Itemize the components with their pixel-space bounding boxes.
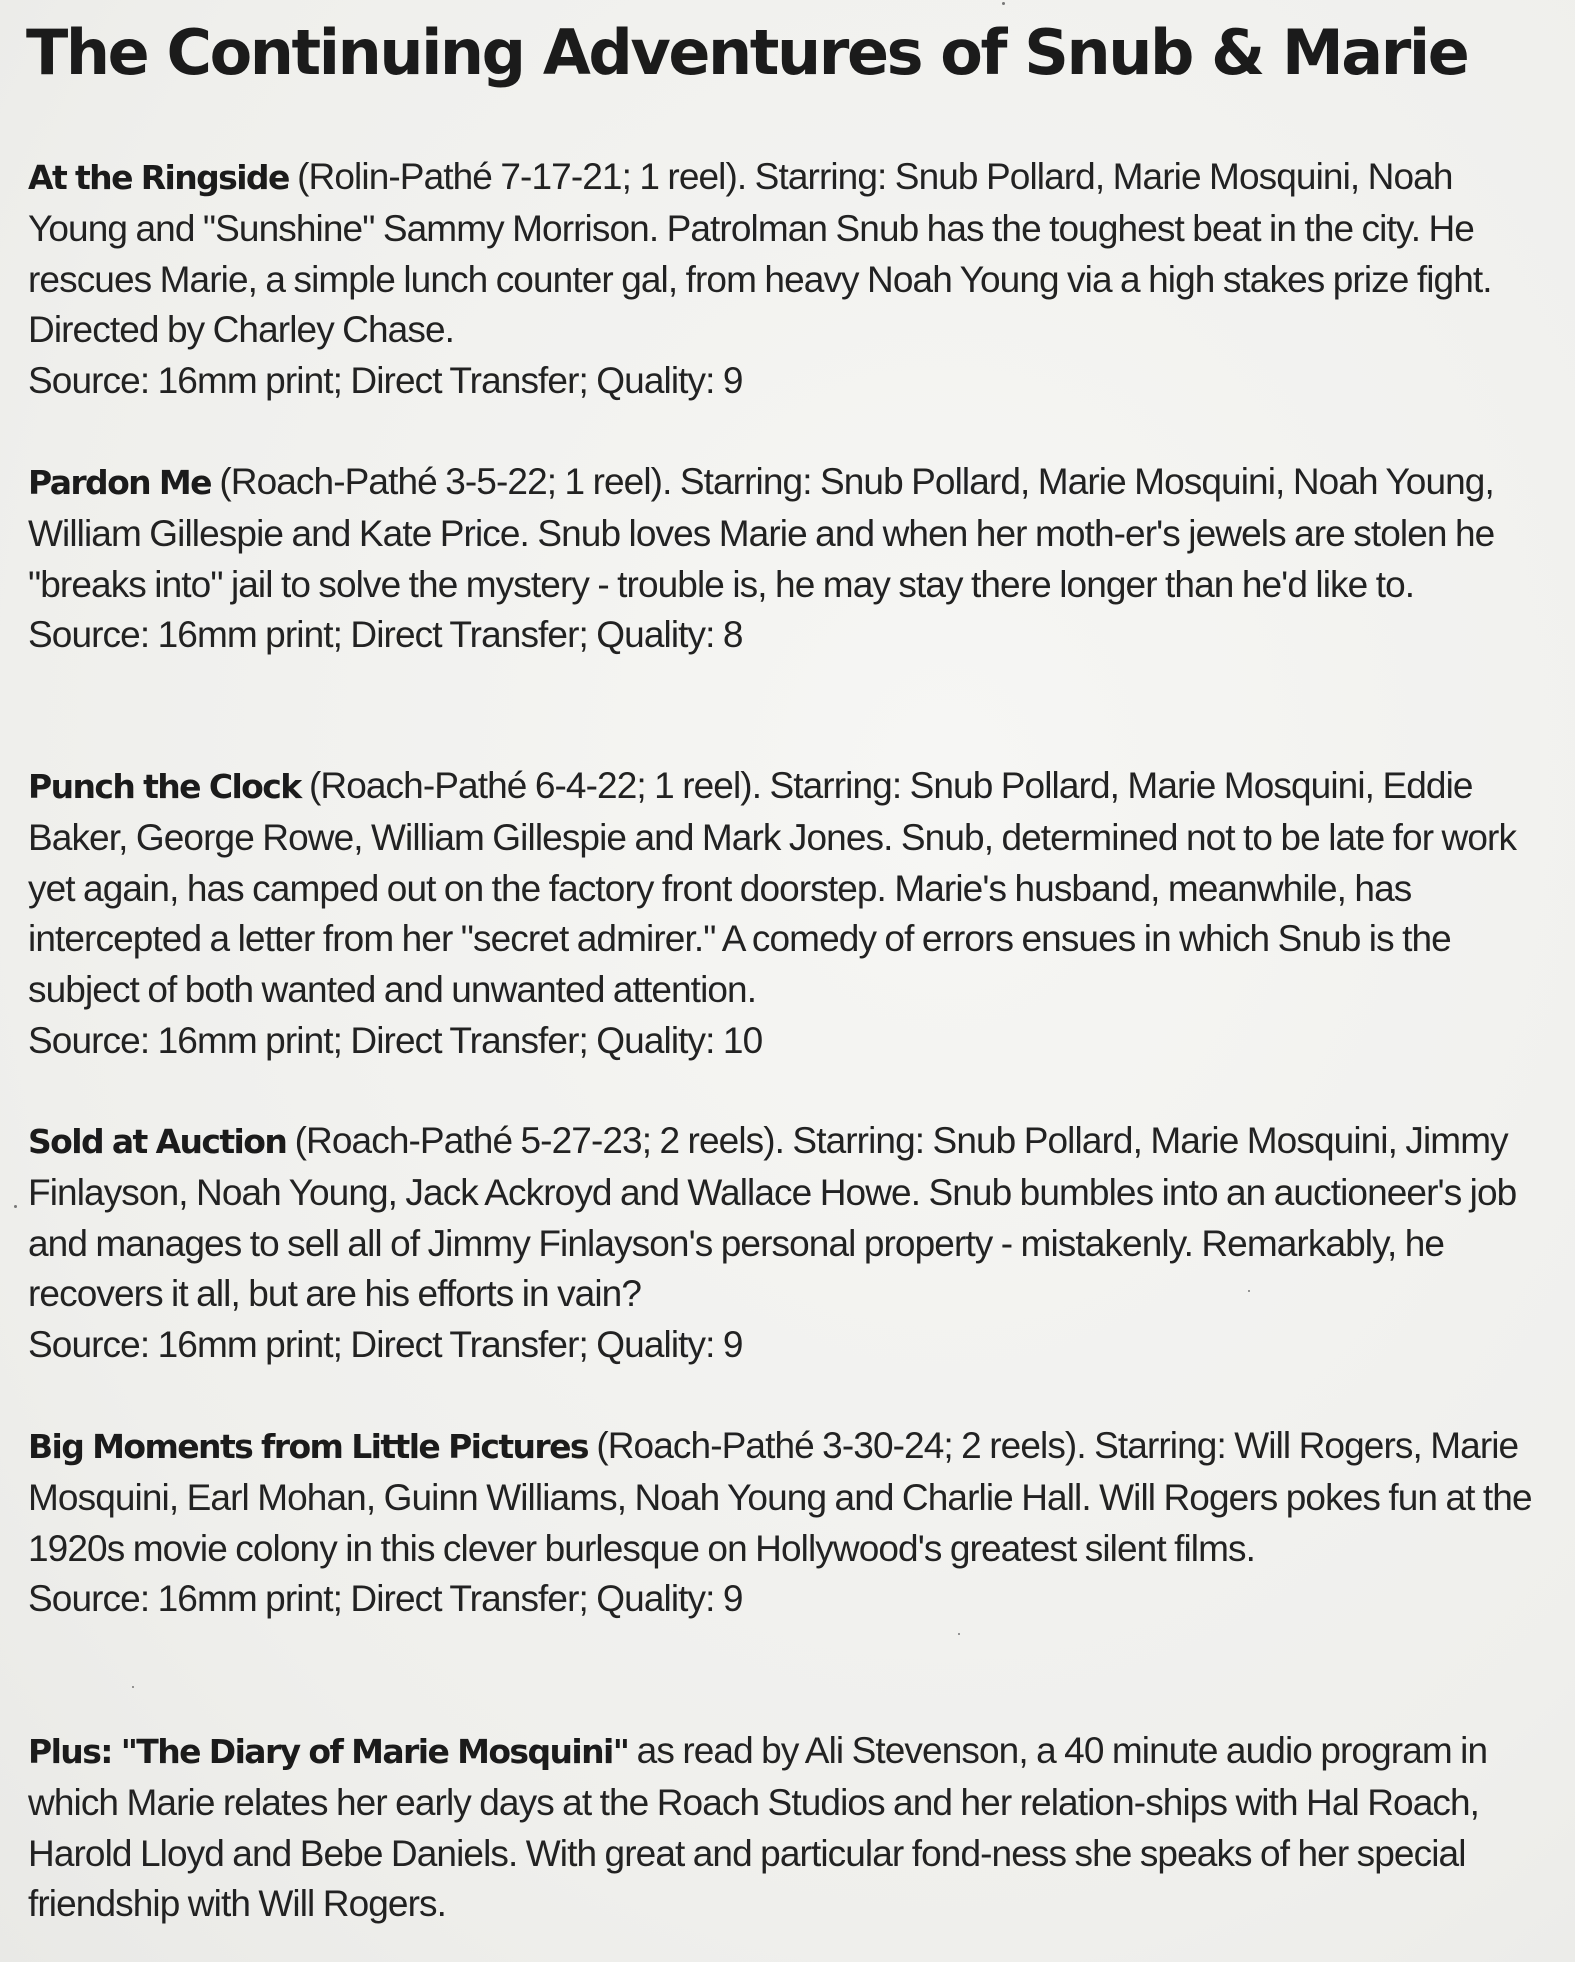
plus-title: Plus: "The Diary of Marie Mosquini" <box>28 1732 629 1771</box>
film-source: Source: 16mm print; Direct Transfer; Quality: 10 <box>28 1019 763 1061</box>
film-description: (Roach-Pathé 6-4-22; 1 reel). Starring: Snub Pollard, Marie Mosquini, Eddie Baker, George Rowe, William Gillespie and Mark Jones. Snub, determined not to be late for work yet again, has camped out on the factory front doorstep. Marie's husband, meanwhile, has intercepted a letter from her "secret admirer." A comedy of errors ensues in which Snub is the subject of both wanted and unwanted attention. <box>28 765 1517 1011</box>
film-title: Sold at Auction <box>28 1122 287 1161</box>
film-description: (Roach-Pathé 3-5-22; 1 reel). Starring: Snub Pollard, Marie Mosquini, Noah Young, William Gillespie and Kate Price. Snub loves Marie and when her moth-er's jewels are stolen he "breaks into" jail to solve the mystery - trouble is, he may stay there longer than he'd like to. <box>28 461 1495 605</box>
scan-speck <box>1002 2 1005 5</box>
film-title: Big Moments from Little Pictures <box>28 1427 588 1466</box>
film-entry <box>28 457 1548 661</box>
scan-speck <box>14 1205 17 1208</box>
film-source: Source: 16mm print; Direct Transfer; Quality: 9 <box>28 360 743 402</box>
film-description: (Roach-Pathé 3-30-24; 2 reels). Starring: Will Rogers, Marie Mosquini, Earl Mohan, Guinn Williams, Noah Young and Charlie Hall. Will Rogers pokes fun at the 1920s movie colony in this clever burlesque on Hollywood's greatest silent films. <box>28 1425 1532 1569</box>
scan-speck <box>132 1686 134 1688</box>
film-entry <box>28 761 1548 1067</box>
film-entry <box>28 152 1548 407</box>
scan-speck <box>1248 1290 1250 1292</box>
film-source: Source: 16mm print; Direct Transfer; Quality: 9 <box>28 1578 743 1620</box>
film-source: Source: 16mm print; Direct Transfer; Quality: 8 <box>28 614 743 656</box>
film-description: (Rolin-Pathé 7-17-21; 1 reel). Starring: Snub Pollard, Marie Mosquini, Noah Young and "Sunshine" Sammy Morrison. Patrolman Snub has the toughest beat in the city. He rescues Marie, a simple lunch counter gal, from heavy Noah Young via a high stakes prize fight. Directed by Charley Chase. <box>28 156 1492 351</box>
plus-entry <box>28 1726 1548 1930</box>
page-title: The Continuing Adventures of Snub & Marie <box>26 16 1468 89</box>
film-title: At the Ringside <box>28 158 289 197</box>
film-entry <box>28 1421 1548 1625</box>
film-source: Source: 16mm print; Direct Transfer; Quality: 9 <box>28 1324 743 1366</box>
plus-description: as read by Ali Stevenson, a 40 minute audio program in which Marie relates her early days at the Roach Studios and her relation-ships with Hal Roach, Harold Lloyd and Bebe Daniels. With great and particular fond-ness she speaks of her special friendship with Will Rogers. <box>28 1730 1488 1925</box>
film-title: Punch the Clock <box>28 767 301 806</box>
scan-speck <box>958 1633 960 1635</box>
film-description: (Roach-Pathé 5-27-23; 2 reels). Starring: Snub Pollard, Marie Mosquini, Jimmy Finlayson, Noah Young, Jack Ackroyd and Wallace Howe. Snub bumbles into an auctioneer's job and manages to sell all of Jimmy Finlayson's personal property - mistakenly. Remarkably, he recovers it all, but are his efforts in vain? <box>28 1120 1517 1315</box>
film-title: Pardon Me <box>28 463 211 502</box>
film-entry <box>28 1116 1548 1371</box>
